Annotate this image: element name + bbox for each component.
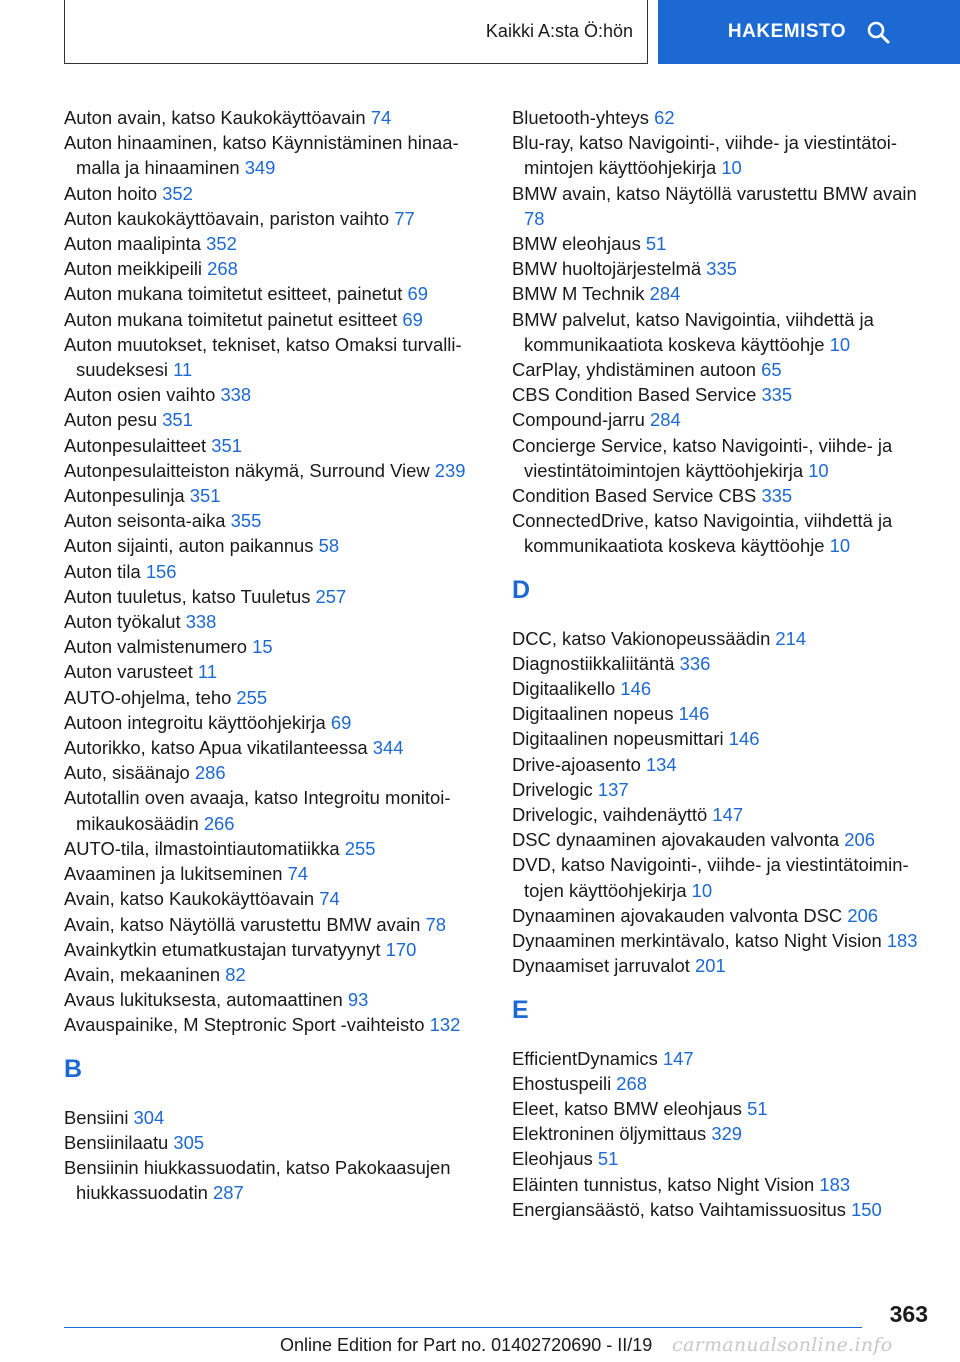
- section-spacer: [64, 1089, 484, 1105]
- page-link[interactable]: 268: [207, 258, 238, 280]
- index-entry-text: Auton hinaaminen, katso Käynnistäminen hinaamalla ja hinaaminen: [64, 132, 459, 179]
- index-entry-text: Compound-jarru: [512, 409, 645, 431]
- index-entry-text: Autotallin oven avaaja, katso Integroitu monitoimikaukosäädin: [64, 787, 451, 834]
- page-link[interactable]: 305: [173, 1131, 205, 1153]
- index-entry: [512, 903, 932, 928]
- index-label: HAKEMISTO: [727, 21, 847, 42]
- page-link[interactable]: 266: [203, 812, 235, 834]
- page-link[interactable]: 170: [385, 938, 417, 960]
- page-link[interactable]: 78: [425, 913, 446, 935]
- index-entry-text: EfficientDynamics: [512, 1047, 658, 1069]
- page-link[interactable]: 74: [319, 888, 340, 910]
- index-entry: [64, 1105, 484, 1130]
- index-entry: [512, 928, 932, 953]
- page-link[interactable]: 335: [706, 258, 737, 280]
- page-link[interactable]: 69: [402, 308, 423, 330]
- page-link[interactable]: 150: [851, 1198, 882, 1220]
- index-entry-text: ConnectedDrive, katso Navigointia, viihdettä ja kommunikaatiota koskeva käyttöohje: [512, 510, 893, 557]
- index-entry: [64, 937, 484, 962]
- index-entry-text: Condition Based Service CBS: [512, 485, 757, 507]
- index-entry-text: Dynaaminen ajovakauden valvonta DSC: [512, 904, 843, 926]
- section-spacer: [512, 610, 932, 626]
- page-link[interactable]: 51: [747, 1097, 768, 1119]
- index-entry: [64, 483, 484, 508]
- index-entry-text: Drivelogic, vaihdenäyttö: [512, 804, 708, 826]
- index-entry: [512, 508, 932, 558]
- index-entry-text: Dynaamiset jarruvalot: [512, 955, 690, 977]
- page-link[interactable]: 15: [252, 636, 273, 658]
- index-entry-text: Digitaalinen nopeusmittari: [512, 728, 724, 750]
- index-entry: [64, 1012, 484, 1037]
- page-link[interactable]: 11: [197, 661, 218, 683]
- page-link[interactable]: 132: [429, 1014, 461, 1036]
- index-entry: [64, 105, 484, 130]
- index-entry: [512, 231, 932, 256]
- index-entry-text: Auton pesu: [64, 409, 158, 431]
- index-entry: [64, 533, 484, 558]
- section-letter: D: [512, 575, 531, 604]
- index-entry: [64, 1130, 484, 1155]
- index-entry: [64, 609, 484, 634]
- page-link[interactable]: 137: [597, 778, 629, 800]
- index-entry-text: Auton hoito: [64, 182, 158, 204]
- page-link[interactable]: 349: [244, 157, 276, 179]
- search-icon: [866, 20, 890, 44]
- index-entry: [512, 1046, 932, 1071]
- index-entry: [512, 651, 932, 676]
- index-entry: [512, 307, 932, 357]
- edition-text: Online Edition for Part no. 01402720690 - II/19: [280, 1335, 653, 1355]
- index-entry-text: Digitaalikello: [512, 678, 616, 700]
- az-index-tab[interactable]: [64, 0, 648, 64]
- index-entry-text: Avain, mekaaninen: [64, 963, 221, 985]
- index-entry: [64, 710, 484, 735]
- index-entry-text: Eleohjaus: [512, 1148, 593, 1170]
- index-entry: [512, 827, 932, 852]
- index-entry: [512, 130, 932, 180]
- page-link[interactable]: 62: [654, 107, 675, 128]
- page-link[interactable]: 69: [407, 283, 428, 305]
- page-link[interactable]: 284: [649, 283, 681, 305]
- page-link[interactable]: 352: [206, 233, 237, 255]
- index-entry: [64, 886, 484, 911]
- index-entry-text: Auto, sisäänajo: [64, 762, 190, 784]
- index-entry: [512, 1146, 932, 1171]
- page-link[interactable]: 206: [844, 829, 875, 851]
- index-entry: [64, 130, 484, 180]
- index-entry-text: Bluetooth-yhteys: [512, 107, 649, 128]
- index-entry-text: Auton seisonta-aika: [64, 510, 226, 532]
- index-entry: [64, 1155, 484, 1205]
- page-number: 363: [889, 1301, 928, 1327]
- index-entry: [64, 634, 484, 659]
- index-entry: [512, 1071, 932, 1096]
- page-link[interactable]: 355: [230, 510, 262, 532]
- index-entry: [512, 1172, 932, 1197]
- page-link[interactable]: 286: [194, 762, 226, 784]
- page-link[interactable]: 134: [645, 753, 677, 775]
- index-entry-text: Drivelogic: [512, 778, 593, 800]
- page-link[interactable]: 65: [761, 359, 782, 381]
- index-entry-text: Autonpesulaitteiston näkymä, Surround View: [64, 459, 430, 481]
- index-entry-text: DVD, katso Navigointi-, viihde- ja viestintätoimintojen käyttöohjekirja: [512, 854, 909, 901]
- index-entry: [512, 357, 932, 382]
- index-entry: [64, 231, 484, 256]
- index-entry: [64, 760, 484, 785]
- index-entry: [64, 433, 484, 458]
- page-link[interactable]: 156: [145, 560, 177, 582]
- page-link[interactable]: 287: [213, 1182, 244, 1204]
- index-entry: [64, 685, 484, 710]
- index-entry-text: Auton tuuletus, katso Tuuletus: [64, 585, 311, 607]
- index-entry-text: Avainkytkin etumatkustajan turvatyynyt: [64, 938, 381, 960]
- index-entry: [512, 1096, 932, 1121]
- index-entry: [64, 584, 484, 609]
- index-entry-text: Elektroninen öljymittaus: [512, 1123, 707, 1145]
- index-entry-text: BMW M Technik: [512, 283, 645, 305]
- index-entry: [512, 1121, 932, 1146]
- index-entry-text: Auton valmistenumero: [64, 636, 247, 658]
- index-entry-text: Energiansäästö, katso Vaihtamissuositus: [512, 1198, 846, 1220]
- index-entry-text: Concierge Service, katso Navigointi-, viihde- ja viestintätoimintojen käyttöohjekirja: [512, 434, 893, 481]
- index-entry-text: Eleet, katso BMW eleohjaus: [512, 1097, 742, 1119]
- index-entry-text: CarPlay, yhdistäminen autoon: [512, 359, 756, 381]
- index-entry-text: Bensiini: [64, 1106, 129, 1128]
- section-letter: B: [64, 1054, 83, 1083]
- index-entry-text: Auton varusteet: [64, 661, 193, 683]
- index-entry: [64, 836, 484, 861]
- index-entry-text: Auton avain, katso Kaukokäyttöavain: [64, 107, 366, 128]
- page-link[interactable]: 257: [315, 585, 347, 607]
- index-entry: [512, 407, 932, 432]
- index-entry-text: Auton kaukokäyttöavain, pariston vaihto: [64, 207, 390, 229]
- page-link[interactable]: 74: [370, 107, 392, 128]
- page-link[interactable]: 146: [620, 678, 652, 700]
- index-entry: [64, 382, 484, 407]
- page-link[interactable]: 338: [220, 384, 252, 406]
- index-entry-text: Blu-ray, katso Navigointi-, viihde- ja viestintätoimintojen käyttöohjekirja: [512, 132, 897, 179]
- page-link[interactable]: 329: [711, 1123, 743, 1145]
- page-link[interactable]: 147: [662, 1047, 694, 1069]
- index-entry-text: Diagnostiikkaliitäntä: [512, 652, 675, 674]
- page-link[interactable]: 51: [597, 1148, 619, 1170]
- page-link[interactable]: 82: [225, 963, 246, 985]
- index-entry-text: BMW palvelut, katso Navigointia, viihdettä ja kommunikaatiota koskeva käyttöohje: [512, 308, 874, 355]
- index-entry: [64, 307, 484, 332]
- page-link[interactable]: 304: [133, 1106, 165, 1128]
- index-entry-text: Avaus lukituksesta, automaattinen: [64, 989, 343, 1011]
- page-link[interactable]: 10: [829, 535, 851, 557]
- page-link[interactable]: 351: [211, 434, 242, 456]
- index-entry: [64, 256, 484, 281]
- footer-divider: [64, 1327, 862, 1328]
- index-entry: [64, 181, 484, 206]
- index-entry-text: DSC dynaaminen ajovakauden valvonta: [512, 829, 840, 851]
- index-entry: [512, 802, 932, 827]
- index-entry-text: Autorikko, katso Apua vikatilanteessa: [64, 737, 368, 759]
- page-link[interactable]: 338: [185, 611, 217, 633]
- index-entry: [512, 105, 932, 130]
- page-link[interactable]: 255: [344, 837, 376, 859]
- page-link[interactable]: 78: [524, 207, 545, 229]
- page-link[interactable]: 255: [236, 686, 268, 708]
- index-entry: [64, 962, 484, 987]
- page-link[interactable]: 11: [173, 359, 193, 381]
- index-entry-text: Bensiinilaatu: [64, 1131, 169, 1153]
- index-entry: [64, 407, 484, 432]
- index-entry-text: BMW huoltojärjestelmä: [512, 258, 702, 280]
- page-link[interactable]: 10: [721, 157, 742, 179]
- page-link[interactable]: 336: [679, 652, 711, 674]
- index-entry-text: Ehostuspeili: [512, 1072, 612, 1094]
- index-entry-text: AUTO-tila, ilmastointiautomatiikka: [64, 837, 340, 859]
- page-link[interactable]: 77: [394, 207, 415, 229]
- index-entry-text: Drive-ajoasento: [512, 753, 641, 775]
- page-link[interactable]: 69: [330, 711, 352, 733]
- index-entry: [64, 332, 484, 382]
- page-link[interactable]: 344: [372, 737, 404, 759]
- index-entry-text: Eläinten tunnistus, katso Night Vision: [512, 1173, 815, 1195]
- page-link[interactable]: 74: [287, 863, 309, 885]
- index-entry-text: Auton maalipinta: [64, 233, 201, 255]
- index-entry: [64, 987, 484, 1012]
- index-entry: [512, 483, 932, 508]
- index-entry: [64, 912, 484, 937]
- index-entry-text: DCC, katso Vakionopeussäädin: [512, 627, 771, 649]
- page-link[interactable]: 10: [808, 459, 829, 481]
- page-link[interactable]: 284: [650, 409, 681, 431]
- index-entry-text: BMW avain, katso Näytöllä varustettu BMW avain: [512, 182, 917, 204]
- index-tab[interactable]: [658, 0, 960, 64]
- index-entry: [512, 1197, 932, 1222]
- index-entry: [512, 626, 932, 651]
- index-entry-text: CBS Condition Based Service: [512, 384, 757, 406]
- watermark: carmanualsonline.info: [672, 1334, 893, 1356]
- page-link[interactable]: 51: [645, 233, 667, 255]
- page-link[interactable]: 183: [819, 1173, 851, 1195]
- index-entry: [64, 559, 484, 584]
- index-entry: [64, 281, 484, 306]
- index-entry-text: Avain, katso Kaukokäyttöavain: [64, 888, 315, 910]
- index-entry-text: Auton työkalut: [64, 611, 181, 633]
- index-entry: [64, 785, 484, 835]
- index-entry-text: Auton mukana toimitetut painetut esitteet: [64, 308, 398, 330]
- index-entry: [512, 953, 932, 978]
- index-entry: [512, 701, 932, 726]
- index-entry-text: AUTO-ohjelma, teho: [64, 686, 232, 708]
- index-entry-text: Avain, katso Näytöllä varustettu BMW avain: [64, 913, 421, 935]
- index-entry-text: Auton osien vaihto: [64, 384, 216, 406]
- index-entry: [512, 777, 932, 802]
- index-entry: [512, 382, 932, 407]
- page-link[interactable]: 10: [829, 333, 851, 355]
- index-entry: [64, 861, 484, 886]
- index-entry-text: Digitaalinen nopeus: [512, 703, 674, 725]
- page-link[interactable]: 268: [616, 1072, 647, 1094]
- page-link[interactable]: 183: [886, 930, 918, 952]
- page-link[interactable]: 214: [775, 627, 807, 649]
- index-entry-text: Auton meikkipeili: [64, 258, 202, 280]
- az-index-label: Kaikki A:sta Ö:hön: [485, 21, 633, 41]
- index-entry: [64, 735, 484, 760]
- index-entry-text: Auton sijainti, auton paikannus: [64, 535, 314, 557]
- page-link[interactable]: 335: [761, 384, 793, 406]
- page-link[interactable]: 239: [434, 459, 466, 481]
- index-entry: [64, 458, 484, 483]
- index-entry: [512, 181, 932, 231]
- index-entry-text: Auton tila: [64, 560, 141, 582]
- index-entry: [512, 852, 932, 902]
- page-link[interactable]: 10: [691, 879, 713, 901]
- index-entry: [64, 659, 484, 684]
- index-entry-text: BMW eleohjaus: [512, 233, 641, 255]
- index-entry-text: Auton muutokset, tekniset, katso Omaksi turvallisuudeksesi: [64, 333, 462, 381]
- index-entry-text: Avauspainike, M Steptronic Sport -vaihteisto: [64, 1014, 425, 1036]
- page-link[interactable]: 147: [712, 804, 744, 826]
- page-link[interactable]: 351: [162, 409, 193, 431]
- index-entry-text: Autonpesulinja: [64, 485, 185, 507]
- page-link[interactable]: 146: [678, 703, 710, 725]
- section-letter: E: [512, 995, 529, 1024]
- index-column-right: [512, 105, 932, 1222]
- index-column-left: [64, 105, 484, 1205]
- index-entry-text: Auton mukana toimitetut esitteet, painetut: [64, 283, 403, 305]
- section-spacer: [512, 1030, 932, 1046]
- index-entry-text: Autonpesulaitteet: [64, 434, 207, 456]
- index-entry-text: Avaaminen ja lukitseminen: [64, 863, 283, 885]
- page-link[interactable]: 146: [728, 728, 760, 750]
- index-entry: [512, 752, 932, 777]
- index-entry: [512, 726, 932, 751]
- page-link[interactable]: 206: [847, 904, 879, 926]
- page-link[interactable]: 335: [761, 485, 793, 507]
- index-entry: [512, 433, 932, 483]
- page-link[interactable]: 58: [318, 535, 340, 557]
- page-link[interactable]: 351: [189, 485, 221, 507]
- index-entry: [64, 206, 484, 231]
- index-entry: [64, 508, 484, 533]
- page-link[interactable]: 352: [162, 182, 193, 204]
- page-link[interactable]: 93: [347, 989, 369, 1011]
- page-link[interactable]: 201: [694, 955, 726, 977]
- index-entry-text: Autoon integroitu käyttöohjekirja: [64, 711, 326, 733]
- index-entry: [512, 281, 932, 306]
- index-entry: [512, 256, 932, 281]
- index-entry: [512, 676, 932, 701]
- index-entry-text: Dynaaminen merkintävalo, katso Night Vision: [512, 930, 882, 952]
- index-entry-text: Bensiinin hiukkassuodatin, katso Pakokaasujen hiukkassuodatin: [64, 1156, 451, 1204]
